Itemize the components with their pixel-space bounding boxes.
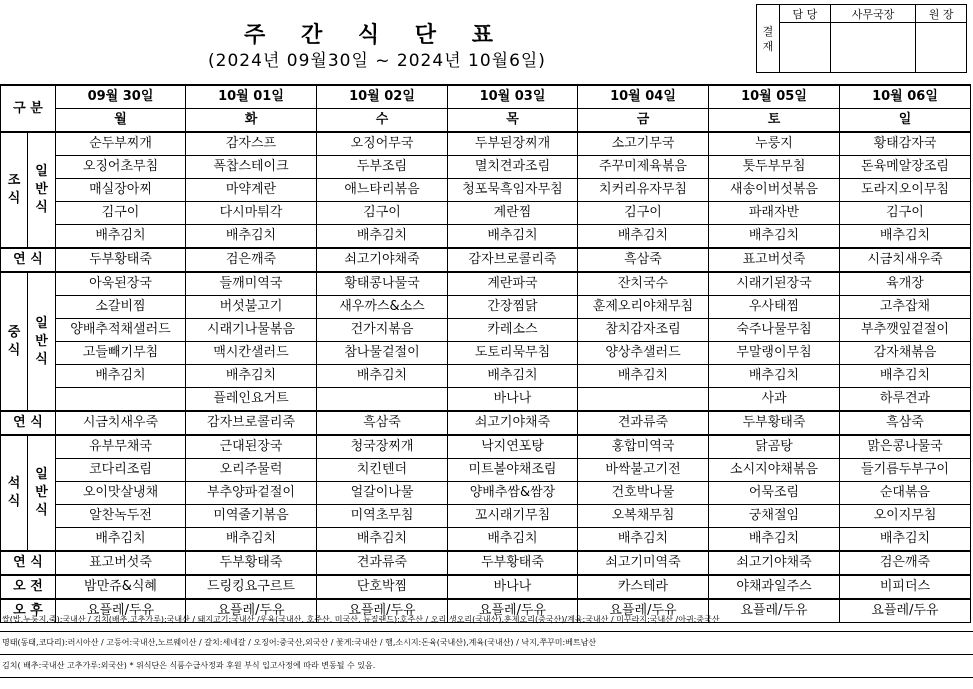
menu-cell: 톳두부무침 bbox=[709, 156, 840, 179]
menu-cell: 애느타리볶음 bbox=[317, 179, 448, 202]
menu-cell: 요플레/두유 bbox=[317, 599, 448, 623]
menu-cell: 배추김치 bbox=[186, 528, 317, 552]
menu-cell: 치킨텐더 bbox=[317, 459, 448, 482]
menu-cell: 양배추적채샐러드 bbox=[56, 319, 186, 342]
menu-cell: 표고버섯죽 bbox=[709, 248, 840, 272]
menu-cell: 새우까스&소스 bbox=[317, 296, 448, 319]
weekday-header: 토 bbox=[709, 109, 840, 133]
menu-cell: 감자스프 bbox=[186, 132, 317, 156]
menu-cell: 마약계란 bbox=[186, 179, 317, 202]
date-header: 10월 01일 bbox=[186, 85, 317, 109]
menu-cell: 배추김치 bbox=[56, 365, 186, 388]
menu-cell: 꼬시래기무침 bbox=[448, 505, 578, 528]
menu-cell: 오징어초무침 bbox=[56, 156, 186, 179]
menu-cell: 두부황태죽 bbox=[448, 551, 578, 575]
menu-cell: 매실장아찌 bbox=[56, 179, 186, 202]
menu-cell: 치커리유자무침 bbox=[578, 179, 709, 202]
dinner-sub-label: 일 반 식 bbox=[28, 435, 56, 551]
menu-cell: 아욱된장국 bbox=[56, 272, 186, 296]
menu-cell: 양배추쌈&쌈장 bbox=[448, 482, 578, 505]
menu-cell: 근대된장국 bbox=[186, 435, 317, 459]
menu-cell: 검은깨죽 bbox=[186, 248, 317, 272]
menu-cell: 김구이 bbox=[840, 202, 971, 225]
menu-cell bbox=[317, 388, 448, 412]
menu-cell: 바나나 bbox=[448, 575, 578, 599]
menu-cell: 청포묵흑임자무침 bbox=[448, 179, 578, 202]
date-header: 10월 03일 bbox=[448, 85, 578, 109]
menu-cell: 시래기나물볶음 bbox=[186, 319, 317, 342]
snack3-label: 연 식 bbox=[1, 551, 56, 575]
menu-cell: 유부무채국 bbox=[56, 435, 186, 459]
menu-cell: 단호박찜 bbox=[317, 575, 448, 599]
menu-cell: 소시지야채볶음 bbox=[709, 459, 840, 482]
menu-cell: 시래기된장국 bbox=[709, 272, 840, 296]
menu-cell: 바나나 bbox=[448, 388, 578, 412]
pm-label: 오 후 bbox=[1, 599, 56, 623]
weekly-menu-table bbox=[0, 84, 971, 623]
approval-header: 담 당 bbox=[780, 5, 831, 23]
menu-cell: 배추김치 bbox=[840, 225, 971, 249]
category-header: 구 분 bbox=[1, 85, 56, 132]
menu-cell: 배추김치 bbox=[578, 225, 709, 249]
menu-cell: 흑삼죽 bbox=[578, 248, 709, 272]
menu-cell: 참나물겉절이 bbox=[317, 342, 448, 365]
menu-cell: 소갈비찜 bbox=[56, 296, 186, 319]
menu-cell: 쇠고기야채죽 bbox=[317, 248, 448, 272]
menu-cell: 바싹불고기전 bbox=[578, 459, 709, 482]
menu-cell: 감자브로콜리죽 bbox=[448, 248, 578, 272]
weekday-header: 월 bbox=[56, 109, 186, 133]
menu-cell: 청국장찌개 bbox=[317, 435, 448, 459]
menu-cell: 어묵조림 bbox=[709, 482, 840, 505]
menu-cell: 멸치견과조림 bbox=[448, 156, 578, 179]
menu-cell: 양상추샐러드 bbox=[578, 342, 709, 365]
approval-header: 원 장 bbox=[916, 5, 967, 23]
menu-cell: 소고기무국 bbox=[578, 132, 709, 156]
menu-cell: 도토리묵무침 bbox=[448, 342, 578, 365]
approval-box bbox=[756, 4, 967, 73]
menu-cell: 야채과일주스 bbox=[709, 575, 840, 599]
menu-cell: 쇠고기야채죽 bbox=[448, 411, 578, 435]
menu-cell: 들깨미역국 bbox=[186, 272, 317, 296]
menu-cell: 배추김치 bbox=[448, 225, 578, 249]
menu-cell: 오리주물럭 bbox=[186, 459, 317, 482]
approval-sign-cell[interactable] bbox=[780, 23, 831, 73]
menu-cell: 배추김치 bbox=[448, 528, 578, 552]
menu-cell: 플레인요거트 bbox=[186, 388, 317, 412]
menu-cell: 두부황태죽 bbox=[709, 411, 840, 435]
menu-cell: 사과 bbox=[709, 388, 840, 412]
menu-cell: 요플레/두유 bbox=[186, 599, 317, 623]
menu-cell: 맑은콩나물국 bbox=[840, 435, 971, 459]
menu-cell: 황태콩나물국 bbox=[317, 272, 448, 296]
menu-cell: 배추김치 bbox=[578, 528, 709, 552]
menu-cell: 알찬녹두전 bbox=[56, 505, 186, 528]
menu-cell: 검은깨죽 bbox=[840, 551, 971, 575]
menu-cell: 계란파국 bbox=[448, 272, 578, 296]
menu-cell: 들기름두부구이 bbox=[840, 459, 971, 482]
snack2-label: 연 식 bbox=[1, 411, 56, 435]
menu-cell: 카레소스 bbox=[448, 319, 578, 342]
approval-label: 결 재 bbox=[757, 5, 780, 73]
menu-cell: 흑삼죽 bbox=[317, 411, 448, 435]
menu-cell: 미역줄기볶음 bbox=[186, 505, 317, 528]
menu-cell: 배추김치 bbox=[709, 365, 840, 388]
menu-cell: 계란찜 bbox=[448, 202, 578, 225]
menu-cell: 카스테라 bbox=[578, 575, 709, 599]
menu-cell: 견과류죽 bbox=[317, 551, 448, 575]
note-line: 김치( 배추:국내산 고추가루:외국산) * 위식단은 식품수급사정과 후원 부식 입고사정에 따라 변동될 수 있음. bbox=[0, 655, 973, 678]
menu-cell: 감자브로콜리죽 bbox=[186, 411, 317, 435]
menu-cell: 배추김치 bbox=[317, 225, 448, 249]
menu-cell: 견과류죽 bbox=[578, 411, 709, 435]
menu-cell: 요플레/두유 bbox=[448, 599, 578, 623]
menu-cell: 건호박나물 bbox=[578, 482, 709, 505]
menu-cell: 황태감자국 bbox=[840, 132, 971, 156]
menu-cell: 시금치새우죽 bbox=[840, 248, 971, 272]
weekday-header: 수 bbox=[317, 109, 448, 133]
menu-cell: 오복채무침 bbox=[578, 505, 709, 528]
menu-cell: 우사태찜 bbox=[709, 296, 840, 319]
menu-cell: 파래자반 bbox=[709, 202, 840, 225]
period-subtitle: (2024년 09월30일 ~ 2024년 10월6일) bbox=[208, 51, 546, 71]
menu-cell: 육개장 bbox=[840, 272, 971, 296]
menu-cell: 쇠고기미역죽 bbox=[578, 551, 709, 575]
approval-sign-cell[interactable] bbox=[830, 23, 916, 73]
menu-cell: 닭곰탕 bbox=[709, 435, 840, 459]
menu-cell bbox=[56, 388, 186, 412]
menu-cell: 배추김치 bbox=[56, 225, 186, 249]
menu-cell: 고들빼기무침 bbox=[56, 342, 186, 365]
menu-cell: 배추김치 bbox=[56, 528, 186, 552]
menu-cell: 배추김치 bbox=[709, 225, 840, 249]
menu-cell: 드링킹요구르트 bbox=[186, 575, 317, 599]
menu-cell: 배추김치 bbox=[186, 365, 317, 388]
menu-cell bbox=[578, 388, 709, 412]
menu-cell: 표고버섯죽 bbox=[56, 551, 186, 575]
menu-cell: 배추김치 bbox=[186, 225, 317, 249]
menu-cell: 낙지연포탕 bbox=[448, 435, 578, 459]
date-header: 10월 06일 bbox=[840, 85, 971, 109]
lunch-sub-label: 일 반 식 bbox=[28, 272, 56, 411]
menu-cell: 배추김치 bbox=[317, 528, 448, 552]
menu-cell: 흑삼죽 bbox=[840, 411, 971, 435]
menu-cell: 부추양파겉절이 bbox=[186, 482, 317, 505]
menu-cell: 두부황태죽 bbox=[186, 551, 317, 575]
menu-cell: 주꾸미제육볶음 bbox=[578, 156, 709, 179]
menu-cell: 배추김치 bbox=[840, 528, 971, 552]
menu-cell: 고추잡채 bbox=[840, 296, 971, 319]
snack1-label: 연 식 bbox=[1, 248, 56, 272]
note-line: 명태(동태,코다리):러시아산 / 고등어:국내산,노르웨이산 / 갈치:세네갈 / 오징어:중국산,외국산 / 꽃게:국내산 / 햄,소시지:돈육(국내산),계육(국내산) / 낙지,쭈꾸미:베트남산 bbox=[0, 632, 973, 655]
menu-cell: 홍합미역국 bbox=[578, 435, 709, 459]
menu-cell: 김구이 bbox=[56, 202, 186, 225]
approval-header: 사무국장 bbox=[830, 5, 916, 23]
menu-cell: 참치감자조림 bbox=[578, 319, 709, 342]
date-header: 09월 30일 bbox=[56, 85, 186, 109]
menu-cell: 맥시칸샐러드 bbox=[186, 342, 317, 365]
menu-cell: 훈제오리야채무침 bbox=[578, 296, 709, 319]
menu-cell: 두부조림 bbox=[317, 156, 448, 179]
menu-cell: 요플레/두유 bbox=[840, 599, 971, 623]
menu-cell: 부추깻잎겉절이 bbox=[840, 319, 971, 342]
menu-cell: 배추김치 bbox=[448, 365, 578, 388]
menu-cell: 순두부찌개 bbox=[56, 132, 186, 156]
date-header: 10월 04일 bbox=[578, 85, 709, 109]
menu-cell: 배추김치 bbox=[578, 365, 709, 388]
menu-cell: 시금치새우죽 bbox=[56, 411, 186, 435]
menu-cell: 미트볼야채조림 bbox=[448, 459, 578, 482]
origin-notes bbox=[0, 609, 973, 678]
weekday-header: 목 bbox=[448, 109, 578, 133]
menu-cell: 요플레/두유 bbox=[709, 599, 840, 623]
menu-cell: 두부황태죽 bbox=[56, 248, 186, 272]
breakfast-label: 조 식 bbox=[1, 132, 28, 248]
menu-cell: 누룽지 bbox=[709, 132, 840, 156]
menu-cell: 배추김치 bbox=[840, 365, 971, 388]
menu-cell: 밤만쥬&식혜 bbox=[56, 575, 186, 599]
menu-cell: 무말랭이무침 bbox=[709, 342, 840, 365]
approval-sign-cell[interactable] bbox=[916, 23, 967, 73]
menu-cell: 김구이 bbox=[317, 202, 448, 225]
menu-cell: 순대볶음 bbox=[840, 482, 971, 505]
menu-cell: 쇠고기야채죽 bbox=[709, 551, 840, 575]
menu-cell: 배추김치 bbox=[709, 528, 840, 552]
menu-cell: 얼갈이나물 bbox=[317, 482, 448, 505]
menu-cell: 미역초무침 bbox=[317, 505, 448, 528]
date-header: 10월 05일 bbox=[709, 85, 840, 109]
menu-cell: 다시마튀각 bbox=[186, 202, 317, 225]
menu-cell: 폭찹스테이크 bbox=[186, 156, 317, 179]
menu-cell: 김구이 bbox=[578, 202, 709, 225]
date-header: 10월 02일 bbox=[317, 85, 448, 109]
menu-cell: 건가지볶음 bbox=[317, 319, 448, 342]
menu-cell: 오이맛살냉채 bbox=[56, 482, 186, 505]
page-title: 주 간 식 단 표 bbox=[244, 23, 507, 48]
lunch-label: 중 식 bbox=[1, 272, 28, 411]
menu-cell: 감자채볶음 bbox=[840, 342, 971, 365]
menu-cell: 도라지오이무침 bbox=[840, 179, 971, 202]
note-line: 쌀(밥,누룽지,죽):국내산 / 김치(배추,고추가루):국내산 / 돼지고기:국내산 /우육(국내산, 호주산, 미국산, 뉴질랜드):호주산 / 오리:생오리(국내산),훈제오리(중국산)/계육:국내산 / 미꾸라지:국내산 /아귀:중국산 bbox=[0, 609, 973, 632]
dinner-label: 석 식 bbox=[1, 435, 28, 551]
weekday-header: 일 bbox=[840, 109, 971, 133]
menu-cell: 오이지무침 bbox=[840, 505, 971, 528]
weekday-header: 화 bbox=[186, 109, 317, 133]
menu-cell: 배추김치 bbox=[317, 365, 448, 388]
menu-cell: 요플레/두유 bbox=[56, 599, 186, 623]
menu-cell: 코다리조림 bbox=[56, 459, 186, 482]
menu-cell: 비피더스 bbox=[840, 575, 971, 599]
menu-cell: 오징어무국 bbox=[317, 132, 448, 156]
am-label: 오 전 bbox=[1, 575, 56, 599]
menu-cell: 돈육메알장조림 bbox=[840, 156, 971, 179]
menu-cell: 숙주나물무침 bbox=[709, 319, 840, 342]
menu-cell: 간장찜닭 bbox=[448, 296, 578, 319]
weekday-header: 금 bbox=[578, 109, 709, 133]
menu-cell: 하루견과 bbox=[840, 388, 971, 412]
menu-cell: 새송이버섯볶음 bbox=[709, 179, 840, 202]
menu-cell: 잔치국수 bbox=[578, 272, 709, 296]
breakfast-sub-label: 일 반 식 bbox=[28, 132, 56, 248]
menu-cell: 요플레/두유 bbox=[578, 599, 709, 623]
menu-cell: 두부된장찌개 bbox=[448, 132, 578, 156]
menu-cell: 버섯불고기 bbox=[186, 296, 317, 319]
menu-cell: 궁채절임 bbox=[709, 505, 840, 528]
